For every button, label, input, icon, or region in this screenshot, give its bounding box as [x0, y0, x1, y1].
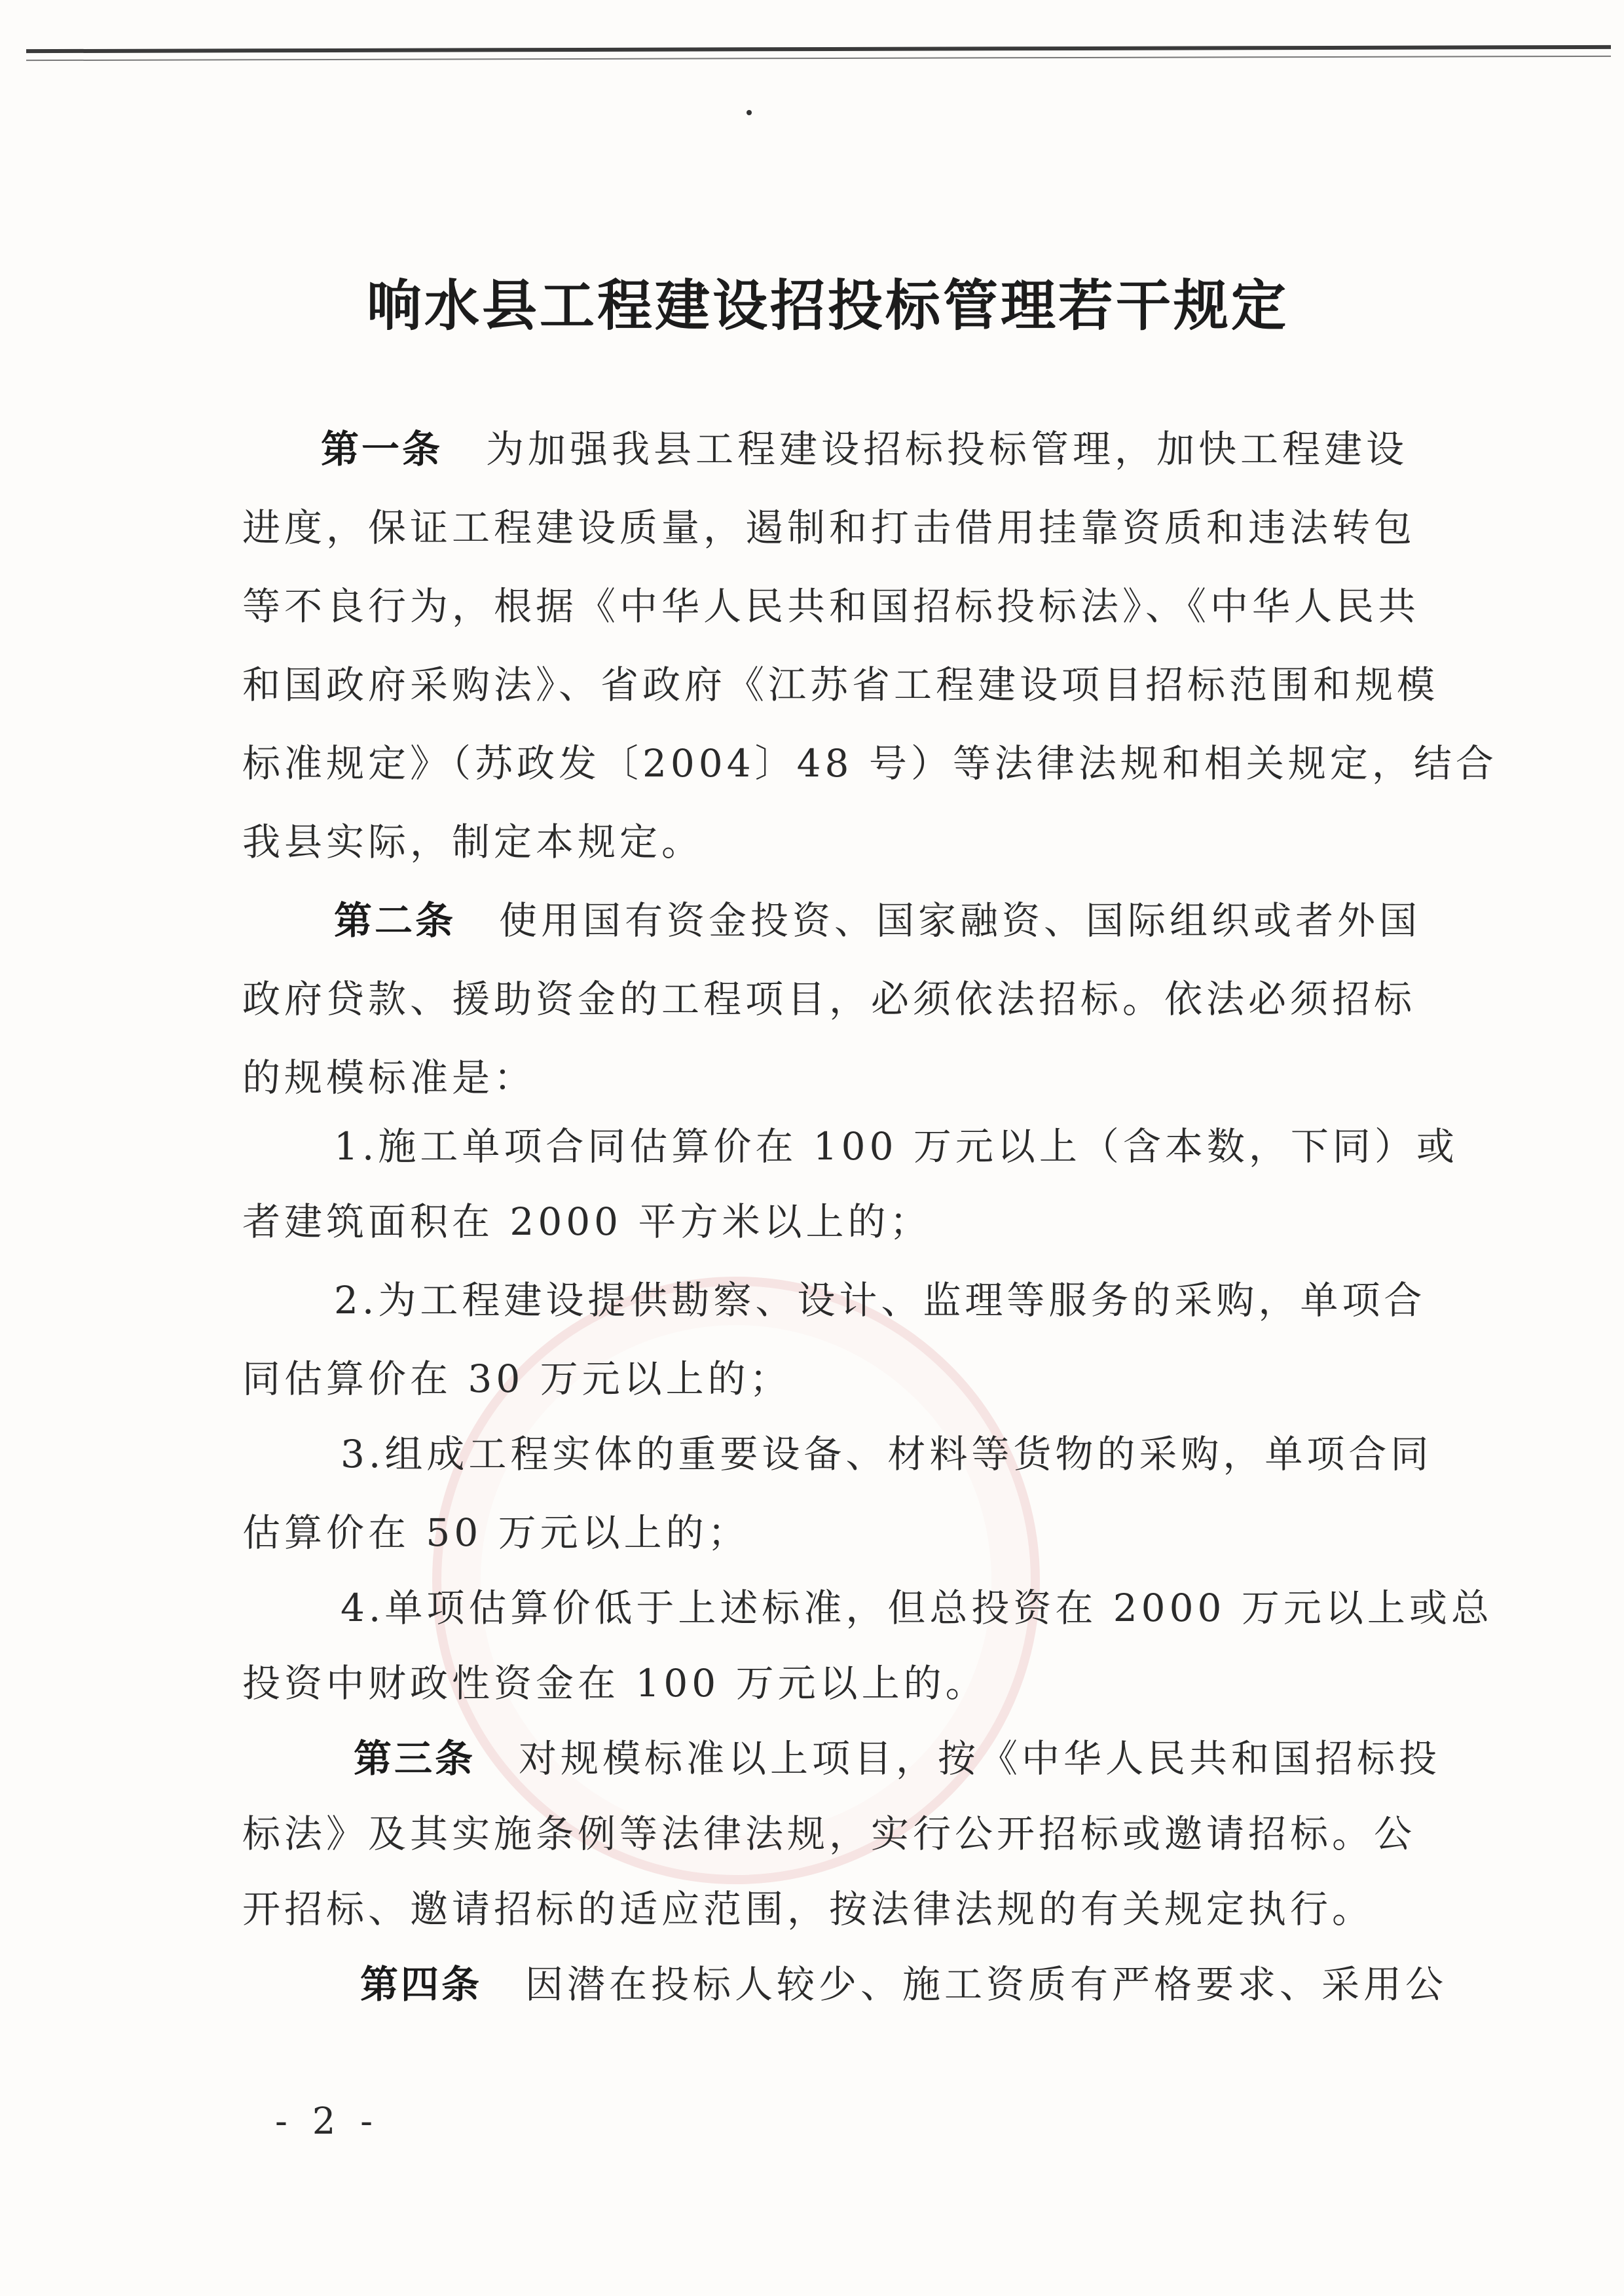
line-text: 因潜在投标人较少、施工资质有严格要求、采用公: [525, 1962, 1448, 2007]
line-text: 标法》及其实施条例等法律法规，实行公开招标或邀请招标。公: [242, 1812, 1416, 1856]
article-label: 第四条: [360, 1962, 483, 2007]
article-label: 第一条: [321, 427, 443, 471]
line-text: 对规模标准以上项目，按《中华人民共和国招标投: [519, 1736, 1441, 1781]
line-text: 为加强我县工程建设招标投标管理，加快工程建设: [486, 427, 1409, 471]
body-line: [242, 1358, 1486, 1400]
body-line: [242, 741, 1498, 786]
body-line: [242, 1588, 1585, 1630]
body-line: [242, 900, 1578, 942]
scan-top-rule: [26, 45, 1611, 53]
line-text: 等不良行为，根据《中华人民共和国招标投标法》、《中华人民共: [242, 584, 1420, 629]
line-text: 3.组成工程实体的重要设备、材料等货物的采购，单项合同: [341, 1432, 1433, 1476]
line-text: 使用国有资金投资、国家融资、国际组织或者外国: [499, 898, 1422, 943]
line-text: 我县实际，制定本规定。: [242, 820, 704, 864]
line-text: 和国政府采购法》、省政府《江苏省工程建设项目招标范围和规模: [242, 663, 1439, 707]
line-text: 估算价在 50 万元以上的；: [242, 1510, 750, 1555]
body-line: [242, 665, 1486, 706]
body-line: [242, 429, 1565, 471]
body-line: [242, 979, 1486, 1021]
scan-speck: [747, 110, 752, 115]
line-text: 2.为工程建设提供勘察、设计、监理等服务的采购，单项合: [334, 1278, 1426, 1322]
body-line: [242, 1126, 1578, 1168]
body-line: [242, 586, 1486, 628]
line-text: 的规模标准是：: [242, 1055, 536, 1100]
body-line: [242, 1057, 1486, 1099]
body-line: [242, 1738, 1598, 1780]
line-text: 同估算价在 30 万元以上的；: [242, 1357, 792, 1401]
line-text: 者建筑面积在 2000 平方米以上的；: [242, 1199, 932, 1244]
body-line: [242, 1280, 1578, 1322]
article-label: 第三条: [354, 1736, 476, 1781]
body-line: [242, 1201, 1486, 1243]
line-text: 4.单项估算价低于上述标准，但总投资在 2000 万元以上或总: [341, 1586, 1493, 1630]
body-line: [242, 507, 1486, 549]
body-line: [242, 1889, 1486, 1931]
scan-top-rule-thin: [26, 56, 1611, 61]
body-line: [242, 822, 1486, 864]
line-text: 政府贷款、援助资金的工程项目，必须依法招标。依法必须招标: [242, 977, 1416, 1021]
document-title: 响水县工程建设招投标管理若干规定: [367, 273, 1289, 338]
body-line: [242, 1663, 1486, 1705]
body-line: [242, 1512, 1486, 1554]
page-number: - 2 -: [275, 2100, 380, 2143]
article-label: 第二条: [334, 898, 456, 943]
body-line: [242, 1813, 1486, 1855]
line-text: 进度，保证工程建设质量，遏制和打击借用挂靠资质和违法转包: [242, 505, 1416, 550]
line-text: 开招标、邀请招标的适应范围，按法律法规的有关规定执行。: [242, 1887, 1375, 1931]
body-line: [242, 1964, 1604, 2006]
body-line: [242, 1434, 1585, 1476]
line-text: 1.施工单项合同估算价在 100 万元以上（含本数，下同）或: [334, 1124, 1458, 1169]
line-text: 标准规定》（苏政发〔2004〕48 号）等法律法规和相关规定，结合: [242, 741, 1498, 786]
line-text: 投资中财政性资金在 100 万元以上的。: [242, 1661, 987, 1705]
